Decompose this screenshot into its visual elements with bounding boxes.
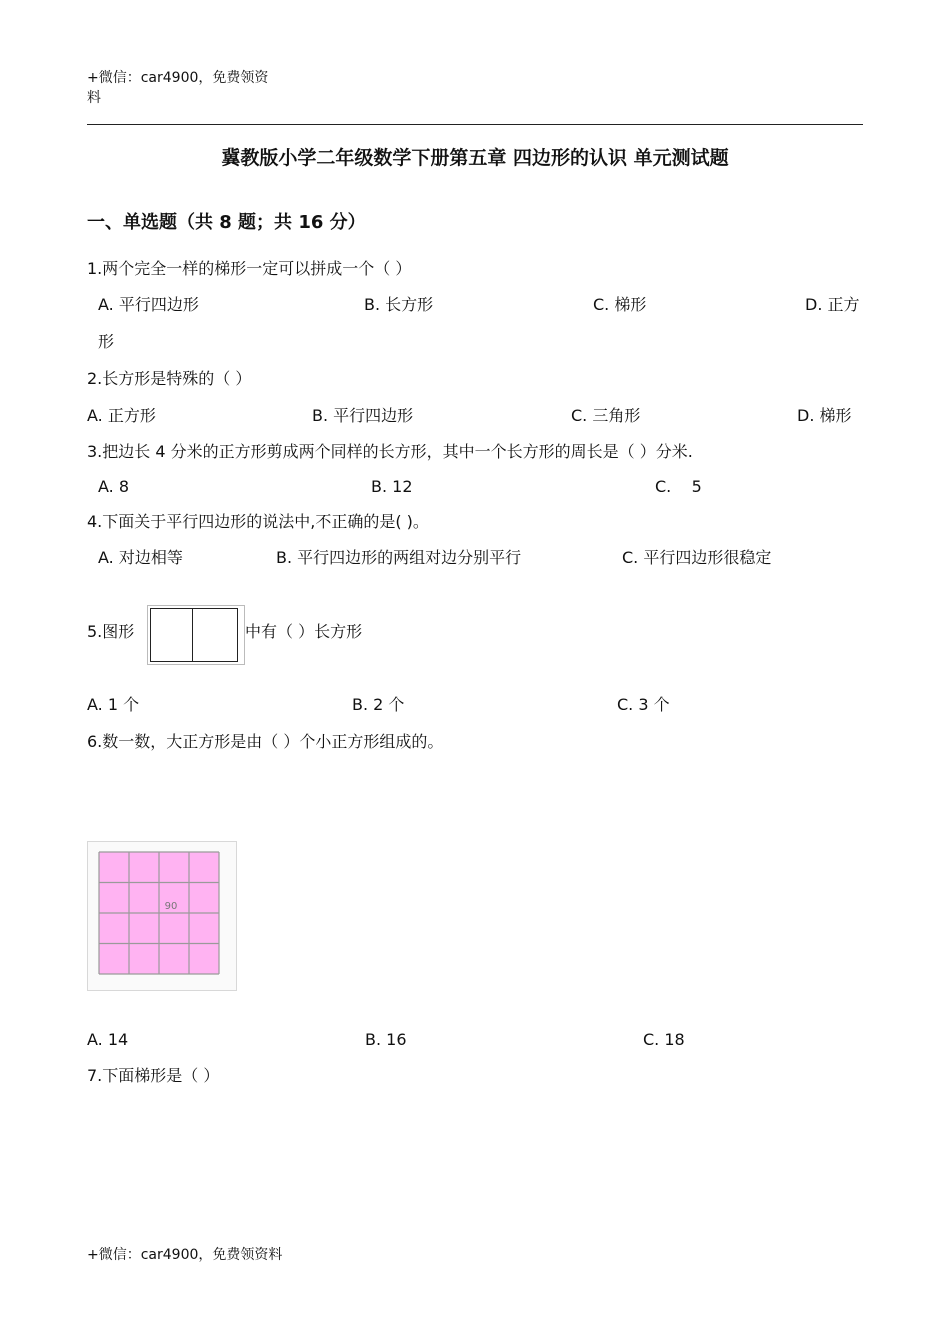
- grid-figure-label: 90: [164, 901, 178, 912]
- figure-divider-line: [192, 608, 193, 662]
- section-heading: 一、单选题（共 8 题；共 16 分）: [87, 212, 366, 233]
- question-7: 7.下面梯形是（ ）: [87, 1066, 220, 1085]
- footer-watermark: +微信：car4900，免费领资料: [87, 1247, 283, 1263]
- q1-option-c: C. 梯形: [593, 295, 647, 314]
- question-2: 2.长方形是特殊的（ ）: [87, 369, 252, 388]
- square-grid-svg: [88, 842, 236, 990]
- q1-option-b: B. 长方形: [364, 295, 434, 314]
- question-3: 3.把边长 4 分米的正方形剪成两个同样的长方形，其中一个长方形的周长是（ ）分米.: [87, 442, 693, 461]
- q4-option-b: B. 平行四边形的两组对边分别平行: [276, 548, 522, 567]
- q2-option-c: C. 三角形: [571, 406, 641, 425]
- question-4: 4.下面关于平行四边形的说法中,不正确的是( )。: [87, 512, 429, 531]
- q5-option-a: A. 1 个: [87, 695, 140, 714]
- q4-option-c: C. 平行四边形很稳定: [622, 548, 772, 567]
- figure-outer-rectangle: [150, 608, 238, 662]
- question-1: 1.两个完全一样的梯形一定可以拼成一个（ ）: [87, 259, 412, 278]
- q5-option-c: C. 3 个: [617, 695, 670, 714]
- q1-option-a: A. 平行四边形: [98, 295, 199, 314]
- q2-option-b: B. 平行四边形: [312, 406, 414, 425]
- header-watermark-line1: +微信：car4900，免费领资: [87, 70, 269, 86]
- page-title: 冀教版小学二年级数学下册第五章 四边形的认识 单元测试题: [221, 147, 729, 169]
- square-grid-figure: [87, 841, 237, 991]
- question-6: 6.数一数，大正方形是由（ ）个小正方形组成的。: [87, 732, 444, 751]
- question-5-suffix: 中有（ ）长方形: [245, 622, 363, 641]
- q6-option-a: A. 14: [87, 1030, 129, 1049]
- q1-option-d: D. 正方: [805, 295, 860, 314]
- q3-option-c: C. 5: [655, 477, 702, 496]
- header-watermark-line2: 料: [87, 90, 101, 106]
- q3-option-b: B. 12: [371, 477, 413, 496]
- q2-option-a: A. 正方形: [87, 406, 156, 425]
- q6-option-c: C. 18: [643, 1030, 685, 1049]
- two-rectangles-figure: [147, 605, 245, 665]
- header-rule: [87, 124, 863, 125]
- q1-option-d-wrap: 形: [98, 332, 115, 351]
- q4-option-a: A. 对边相等: [98, 548, 183, 567]
- q6-option-b: B. 16: [365, 1030, 407, 1049]
- question-5-prefix: 5.图形: [87, 622, 135, 641]
- q2-option-d: D. 梯形: [797, 406, 852, 425]
- q3-option-a: A. 8: [98, 477, 130, 496]
- q5-option-b: B. 2 个: [352, 695, 405, 714]
